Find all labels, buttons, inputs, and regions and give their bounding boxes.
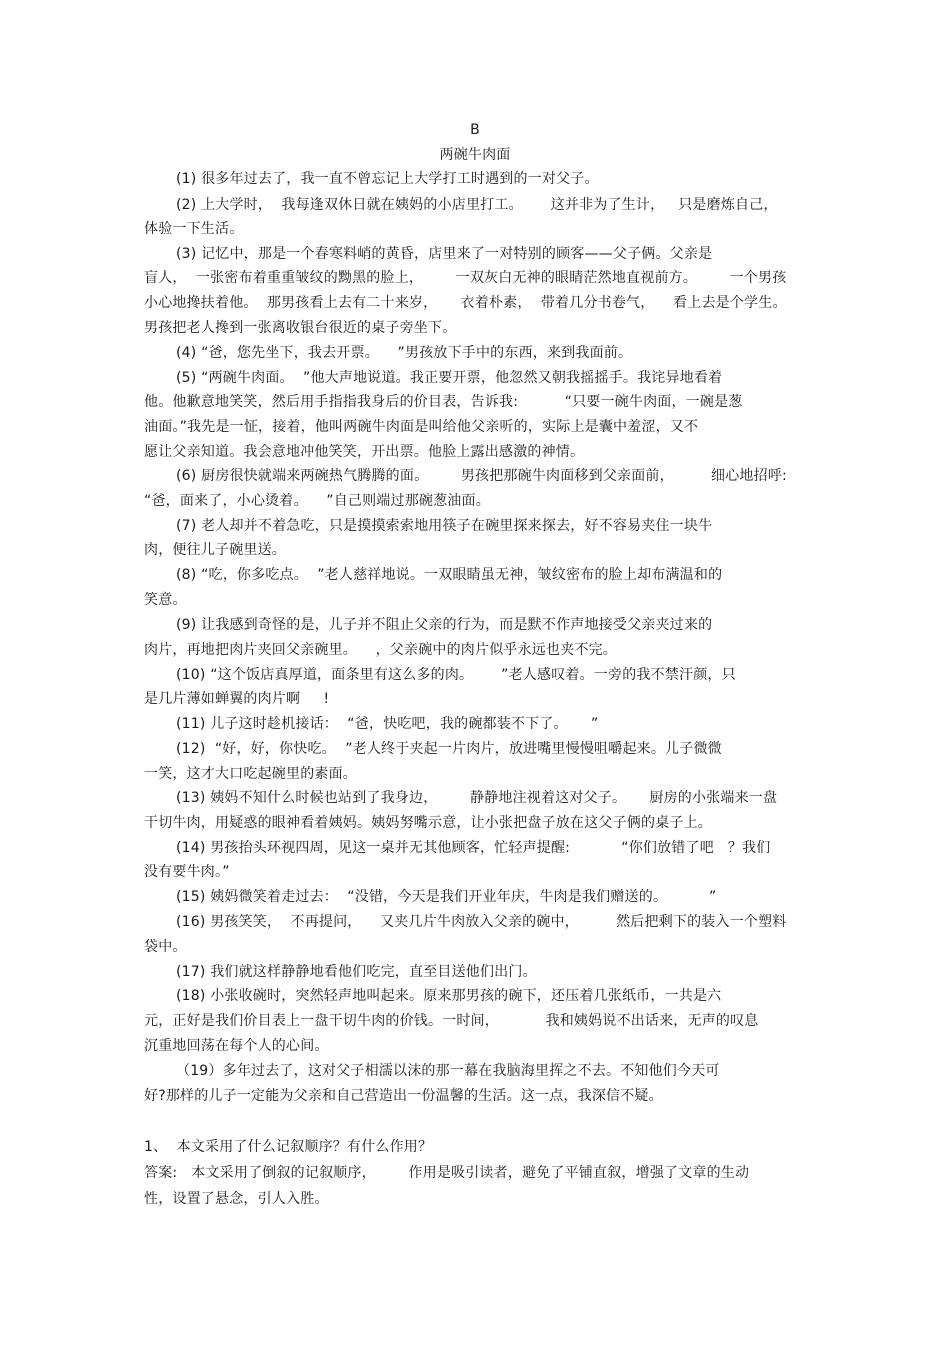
paragraph-line: 元，正好是我们价目表上一盘干切牛肉的价钱。一时间， 我和姨妈说不出话来，无声的叹息 xyxy=(144,1013,759,1029)
paragraph-line: (17) 我们就这样静静地看他们吃完，直至目送他们出门。 xyxy=(176,964,537,980)
paragraph-line: (15) 姨妈微笑着走过去： “没错，今天是我们开业年庆，牛肉是我们赠送的。 ” xyxy=(176,889,717,905)
paragraph-line: (7) 老人却并不着急吃，只是摸摸索索地用筷子在碗里探来探去，好不容易夹住一块牛 xyxy=(176,518,713,534)
paragraph-line: 好?那样的儿子一定能为父亲和自己营造出一份温馨的生活。这一点，我深信不疑。 xyxy=(144,1088,663,1104)
paragraph-line: 男孩把老人搀到一张离收银台很近的桌子旁坐下。 xyxy=(144,320,457,336)
paragraph-line: (3) 记忆中，那是一个春寒料峭的黄昏，店里来了一对特别的顾客——父子俩。父亲是 xyxy=(176,246,713,262)
paragraph-line: 愿让父亲知道。我会意地冲他笑笑，开出票。他脸上露出感激的神情。 xyxy=(144,444,585,460)
article-title: 两碗牛肉面 xyxy=(439,147,511,163)
paragraph-line: (13) 姨妈不知什么时候也站到了我身边， 静静地注视着这对父子。 厨房的小张端来一盘 xyxy=(176,790,778,806)
paragraph-line: 笑意。 xyxy=(144,592,187,608)
paragraph-line: 是几片薄如蝉翼的肉片啊 ! xyxy=(144,691,330,707)
paragraph-line: 袋中。 xyxy=(144,939,187,955)
paragraph-line: 小心地搀扶着他。 那男孩看上去有二十来岁， 衣着朴素， 带着几分书卷气， 看上去是个学生。 xyxy=(144,295,787,311)
paragraph-line: 干切牛肉，用疑惑的眼神看着姨妈。姨妈努嘴示意，让小张把盘子放在这父子俩的桌子上。 xyxy=(144,815,712,831)
paragraph-line: (9) 让我感到奇怪的是，儿子并不阻止父亲的行为，而是默不作声地接受父亲夹过来的 xyxy=(176,617,713,633)
paragraph-line: 体验一下生活。 xyxy=(144,221,244,237)
paragraph-line: 没有要牛肉。” xyxy=(144,864,230,880)
paragraph-line: (2) 上大学时， 我每逢双休日就在姨妈的小店里打工。 这并非为了生计， 只是磨炼自己， xyxy=(176,197,778,213)
paragraph-line: (11) 儿子这时趁机接话： “爸，快吃吧，我的碗都装不下了。 ” xyxy=(176,716,599,732)
paragraph-line: 肉片，再地把肉片夹回父亲碗里。 ，父亲碗中的肉片似乎永远也夹不完。 xyxy=(144,642,617,658)
paragraph-line: (14) 男孩抬头环视四周，见这一桌并无其他顾客，忙轻声提醒: “你们放错了吧 ？我们 xyxy=(176,840,771,856)
paragraph-line: 肉，便往儿子碗里送。 xyxy=(144,542,286,558)
paragraph-line: (4) “爸，您先坐下，我去开票。 ”男孩放下手中的东西，来到我面前。 xyxy=(176,345,633,361)
paragraph-line: 一笑，这才大口吃起碗里的素面。 xyxy=(144,766,357,782)
paragraph-line: “爸，面来了，小心烫着。 ”自己则端过那碗葱油面。 xyxy=(144,493,490,509)
section-label: B xyxy=(470,122,480,138)
paragraph-line: （19）多年过去了，这对父子相濡以沫的那一幕在我脑海里挥之不去。不知他们今天可 xyxy=(176,1063,720,1079)
paragraph-line: 油面。”我先是一怔，接着，他叫两碗牛肉面是叫给他父亲听的，实际上是囊中羞涩，又不 xyxy=(144,419,699,435)
paragraph-line: (8) “吃，你多吃点。 ”老人慈祥地说。一双眼睛虽无神，皱纹密布的脸上却布满温和的 xyxy=(176,567,723,583)
paragraph-line: 盲人， 一张密布着重重皱纹的黝黑的脸上， 一双灰白无神的眼睛茫然地直视前方。 一个男孩 xyxy=(144,270,787,286)
paragraph-line: 他。他歉意地笑笑，然后用手指指我身后的价目表，告诉我: “只要一碗牛肉面，一碗是葱 xyxy=(144,394,743,410)
paragraph-line: 沉重地回荡在每个人的心间。 xyxy=(144,1038,329,1054)
paragraph-line: (6) 厨房很快就端来两碗热气腾腾的面。 男孩把那碗牛肉面移到父亲面前， 细心地招呼: xyxy=(176,468,787,484)
paragraph-line: (16) 男孩笑笑， 不再提问， 又夹几片牛肉放入父亲的碗中， 然后把剩下的装入一个塑料 xyxy=(176,914,787,930)
paragraph-line: (1) 很多年过去了，我一直不曾忘记上大学打工时遇到的一对父子。 xyxy=(176,171,599,187)
paragraph-line: (10) “这个饭店真厚道，面条里有这么多的肉。 ”老人感叹着。一旁的我不禁汗颜，只 xyxy=(176,667,736,683)
paragraph-line: (5) “两碗牛肉面。 ”他大声地说道。我正要开票，他忽然又朝我摇摇手。我诧异地看着 xyxy=(176,370,723,386)
paragraph-line: (18) 小张收碗时，突然轻声地叫起来。原来那男孩的碗下，还压着几张纸币，一共是六 xyxy=(176,988,722,1004)
answer-line-2: 性，设置了悬念，引人入胜。 xyxy=(144,1191,329,1207)
answer-line-1: 答案: 本文采用了倒叙的记叙顺序， 作用是吸引读者，避免了平铺直叙，增强了文章的生动 xyxy=(144,1165,750,1181)
question-1: 1、 本文采用了什么记叙顺序？有什么作用？ xyxy=(144,1139,433,1155)
paragraph-line: (12) “好，好，你快吃。 ”老人终于夹起一片肉片，放进嘴里慢慢咀嚼起来。儿子微微 xyxy=(176,741,722,757)
